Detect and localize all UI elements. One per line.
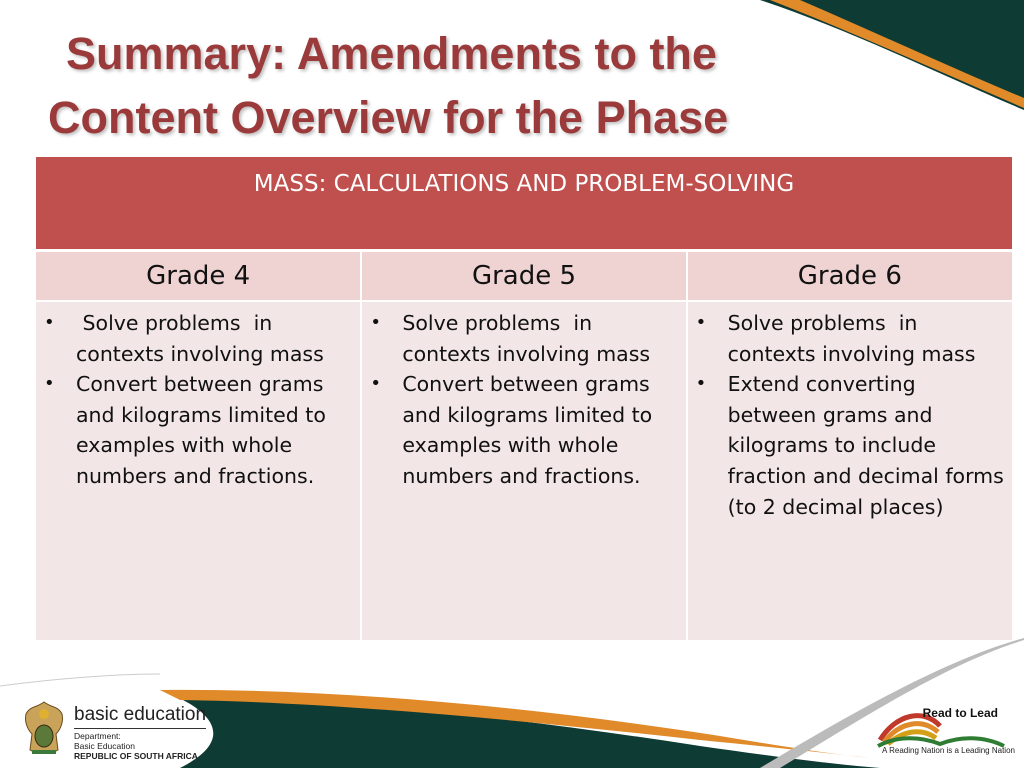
coat-of-arms-icon <box>22 700 66 758</box>
title-line-2: Content Overview for the Phase <box>48 92 729 143</box>
grade-4-cell <box>36 301 361 640</box>
table-header: MASS: CALCULATIONS AND PROBLEM-SOLVING <box>36 157 1012 249</box>
grade-5-cell <box>361 301 686 640</box>
dept-line-1: Department: <box>74 731 121 741</box>
read-to-lead-logo <box>876 700 1015 760</box>
list-item: • Convert between grams and kilograms limited to examples with whole numbers and fractions. <box>36 369 352 491</box>
dept-line-2: Basic Education <box>74 741 135 751</box>
list-item: • Solve problems in contexts involving mass <box>362 308 677 369</box>
dept-line-3: REPUBLIC OF SOUTH AFRICA <box>74 751 198 761</box>
read-to-lead-tagline: A Reading Nation is a Leading Nation <box>882 746 1015 755</box>
grade-4-heading: Grade 4 <box>36 252 361 301</box>
list-item: • Solve problems in contexts involving mass <box>688 308 1004 369</box>
grade-6-heading: Grade 6 <box>687 252 1012 301</box>
content-table <box>36 157 1012 640</box>
grade-5-list <box>362 308 677 492</box>
list-item: • Convert between grams and kilograms limited to examples with whole numbers and fractions. <box>362 369 677 491</box>
dept-name: basic education <box>74 704 206 729</box>
grade-6-list <box>688 308 1004 522</box>
grade-6-cell <box>687 301 1012 640</box>
grade-5-heading: Grade 5 <box>361 252 686 301</box>
title-line-1: Summary: Amendments to the <box>66 28 717 79</box>
department-branding <box>74 704 206 761</box>
list-item: • Solve problems in contexts involving mass <box>36 308 352 369</box>
page-title <box>48 22 728 150</box>
list-item: • Extend converting between grams and kilograms to include fraction and decimal forms (to 2 decimal places) <box>688 369 1004 522</box>
grade-4-list <box>36 308 352 492</box>
read-to-lead-title: Read to Lead <box>922 706 998 720</box>
